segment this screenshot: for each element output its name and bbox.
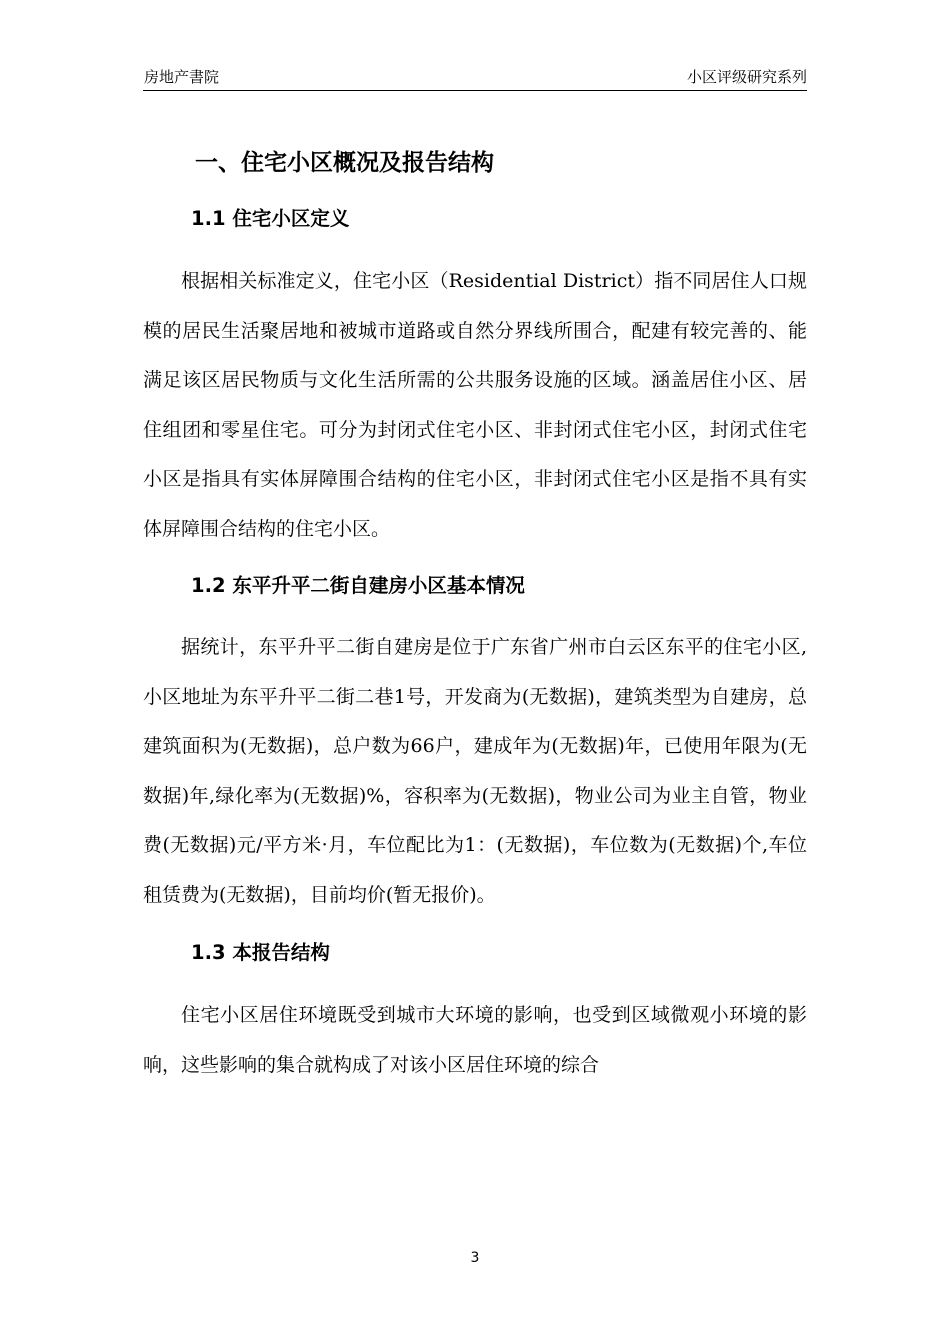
section-title: 一、住宅小区概况及报告结构 — [195, 150, 494, 176]
subsection-heading-1-1: 1.1 住宅小区定义 — [191, 207, 350, 230]
header-divider — [143, 90, 807, 91]
paragraph-definition: 根据相关标准定义，住宅小区（Residential District）指不同居住人口规模的居民生活聚居地和被城市道路或自然分界线所围合，配建有较完善的、能满足该区居民物质与文化生活所需的公共服务设施的区域。涵盖居住小区、居住组团和零星住宅。可分为封闭式住宅小区、非封闭式住宅小区，封闭式住宅小区是指具有实体屏障围合结构的住宅小区，非封闭式住宅小区是指不具有实体屏障围合结构的住宅小区。 — [143, 270, 807, 540]
paragraph-basic-info: 据统计，东平升平二街自建房是位于广东省广州市白云区东平的住宅小区,小区地址为东平升平二街二巷1号，开发商为(无数据)，建筑类型为自建房，总建筑面积为(无数据)，总户数为66户，建成年为(无数据)年，已使用年限为(无数据)年,绿化率为(无数据)%，容积率为(无数据)，物业公司为业主自管，物业费(无数据)元/平方米·月，车位配比为1：(无数据)，车位数为(无数据)个,车位租赁费为(无数据)，目前均价(暂无报价)。 — [143, 636, 807, 906]
header-series-title: 小区评级研究系列 — [686, 68, 807, 86]
header-publisher: 房地产書院 — [144, 68, 220, 86]
page-body — [143, 140, 807, 1090]
paragraph-report-structure: 住宅小区居住环境既受到城市大环境的影响，也受到区域微观小环境的影响，这些影响的集合就构成了对该小区居住环境的综合 — [143, 1004, 807, 1076]
subsection-heading-1-2: 1.2 东平升平二街自建房小区基本情况 — [191, 574, 525, 597]
subsection-heading-1-3: 1.3 本报告结构 — [191, 941, 330, 964]
page-number: 3 — [470, 1250, 480, 1266]
